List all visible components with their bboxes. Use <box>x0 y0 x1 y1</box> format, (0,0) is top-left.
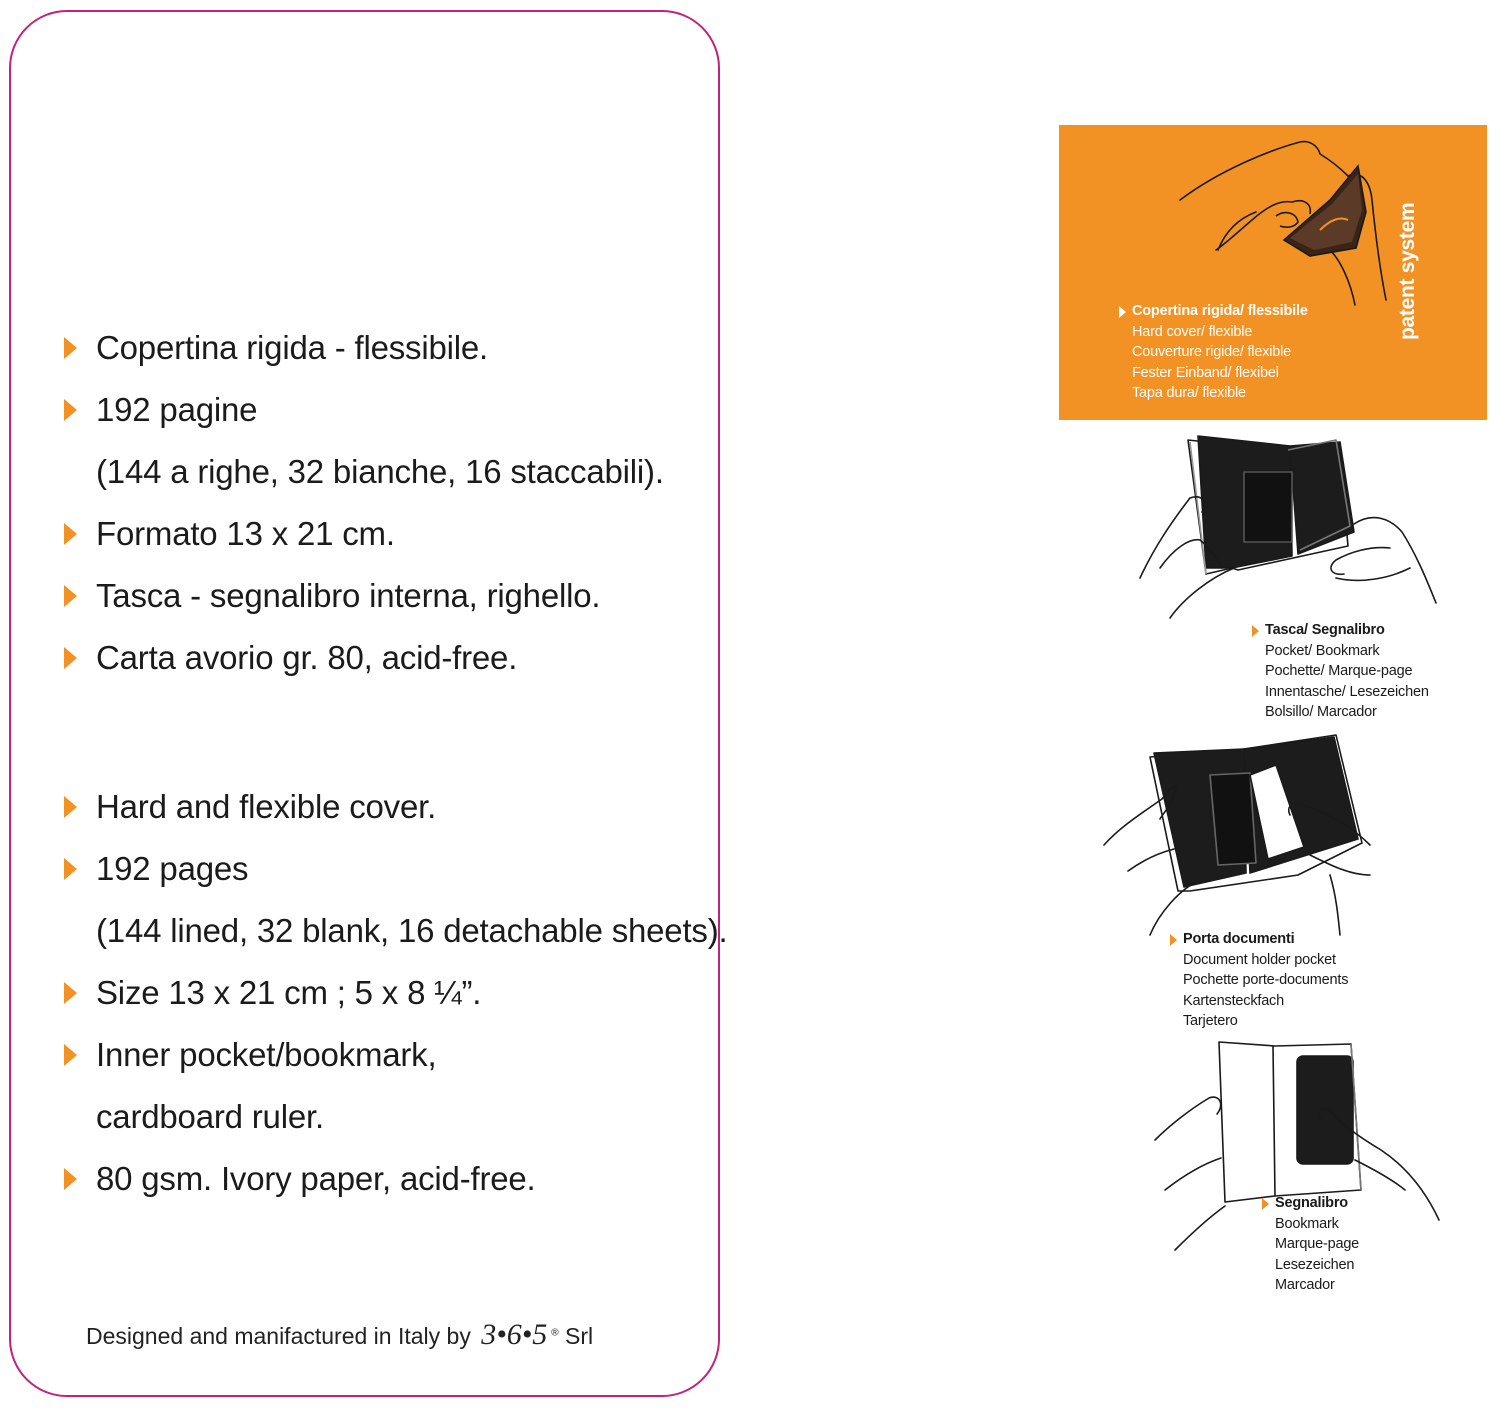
documents-caption: Porta documenti Document holder pocket Pochette porte-documents Kartensteckfach Tarjetero <box>1183 929 1348 1032</box>
document-pocket-illustration <box>1100 735 1380 935</box>
patent-system-label: patent system <box>1396 202 1419 340</box>
caption-arrow-icon <box>1262 1198 1269 1210</box>
bullet-arrow-icon <box>64 647 77 669</box>
bullet-arrow-icon <box>64 523 77 545</box>
brand-logo: 3•6•5 <box>481 1318 548 1351</box>
hand-bending-notebook-illustration <box>1180 140 1400 305</box>
cover-caption: Copertina rigida/ flessibile Hard cover/ flexible Couverture rigide/ flexible Fester Einband/ flexibel Tapa dura/ flexible <box>1132 301 1308 404</box>
bullet-arrow-icon <box>64 1168 77 1190</box>
bullet-arrow-icon <box>64 585 77 607</box>
bullet-arrow-icon <box>64 337 77 359</box>
bullet-arrow-icon <box>64 858 77 880</box>
bullet-arrow-icon <box>64 796 77 818</box>
pocket-caption: Tasca/ Segnalibro Pocket/ Bookmark Pochette/ Marque-page Innentasche/ Lesezeichen Bolsillo/ Marcador <box>1265 620 1429 723</box>
bookmark-caption: Segnalibro Bookmark Marque-page Lesezeichen Marcador <box>1275 1193 1359 1296</box>
bullet-arrow-icon <box>64 1044 77 1066</box>
manufacturer-credit: Designed and manifactured in Italy by 3•6•5 ® Srl <box>86 1318 594 1351</box>
caption-arrow-icon <box>1252 625 1259 637</box>
caption-arrow-icon <box>1119 306 1126 318</box>
bullet-arrow-icon <box>64 982 77 1004</box>
bullet-arrow-icon <box>64 399 77 421</box>
caption-arrow-icon <box>1170 934 1177 946</box>
pocket-illustration <box>1140 428 1445 618</box>
